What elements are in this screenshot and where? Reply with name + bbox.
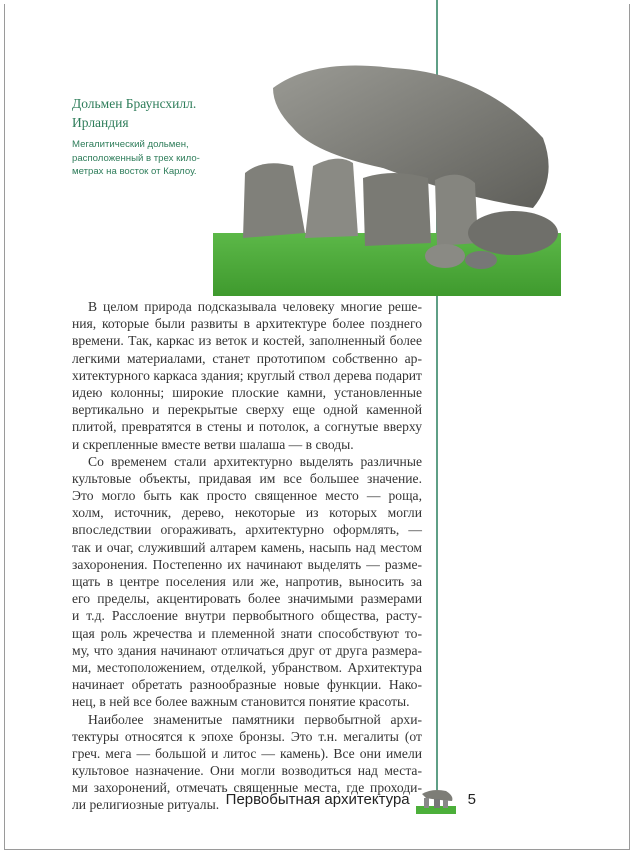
footer bbox=[226, 786, 476, 814]
body-line: его пределы, акцентировать более значимыми размерами bbox=[72, 591, 422, 607]
body-line: Со временем стали архитектурно выделять различные bbox=[88, 453, 422, 469]
body-line: плитой, превратятся в стены и потолок, а согнутые вверху bbox=[72, 419, 422, 435]
body-line: тектуры относятся к эпохе бронзы. Это т.н. мегалиты (от bbox=[72, 728, 422, 744]
caption bbox=[72, 94, 212, 179]
body-line: легкими материалами, станет прототипом собственно ар- bbox=[72, 350, 422, 366]
body-line: времени. Так, каркас из веток и костей, заполненный более bbox=[72, 333, 422, 349]
caption-line: расположенный в трех кило- bbox=[72, 152, 200, 164]
body-line: захоронения. Постепенно их начинают выделять — разме- bbox=[72, 556, 422, 572]
caption-line: метрах на восток от Карлоу. bbox=[72, 166, 197, 177]
body-line: щая роль жречества и племенной знати способствуют то- bbox=[72, 625, 422, 641]
dolmen-thumbnail bbox=[416, 786, 456, 814]
body-line: нец, в ней все более важным становится понятие красоты. bbox=[72, 694, 410, 710]
caption-title bbox=[72, 94, 212, 132]
body-line: ми захоронений, отмечать священные места, где проходи- bbox=[72, 780, 422, 796]
body-line: холм, источник, дерево, некоторые из которых могли bbox=[72, 505, 422, 521]
section-title: Первобытная архитектура bbox=[225, 791, 410, 808]
body-line: щать в центре поселения или же, напротив, выносить за bbox=[72, 574, 422, 589]
body-line: ми, местоположением, отделкой, убранством. Архитектура bbox=[72, 659, 422, 675]
body-line: культовое назначение. Они могли возводиться над места- bbox=[72, 763, 422, 779]
body-line: греч. мега — большой и литос — камень). Все они имели bbox=[72, 745, 422, 761]
body-line: Наиболее знаменитые памятники первобытной архи- bbox=[88, 711, 422, 727]
body-line: хитектурного каркаса здания; круглый ствол дерева подарит bbox=[72, 367, 422, 383]
body-line: культовые объекты, придавая им все большее значение. bbox=[72, 470, 422, 486]
body-line: вертикально и перекрытые сверху еще одной каменной bbox=[72, 402, 422, 418]
page-number: 5 bbox=[467, 791, 476, 808]
caption-title-line: Дольмен Браунсхилл. bbox=[72, 96, 197, 111]
body-line: и скрепленные вместе ветви шалаша — в своды. bbox=[72, 436, 354, 452]
body-line: ли религиозные ритуалы. bbox=[72, 797, 220, 813]
dolmen-photo bbox=[213, 48, 561, 296]
body-line: и т.д. Расслоение внутри первобытного общества, расту- bbox=[72, 608, 422, 624]
body-line: начинает обретать разнообразные новые функции. Нако- bbox=[72, 677, 422, 693]
body-line: ния, которые были развиты в архитектуре более позднего bbox=[72, 316, 422, 332]
caption-text bbox=[72, 138, 212, 179]
body-line: Это могло быть как просто священное место — роща, bbox=[72, 488, 422, 504]
caption-title-line: Ирландия bbox=[72, 115, 129, 130]
body-text bbox=[72, 298, 422, 814]
body-line: му, что здания начинают отличаться друг от друга размера- bbox=[72, 642, 422, 658]
body-line: так и очаг, служивший алтарем камень, насыпь над местом bbox=[72, 539, 422, 555]
body-line: впоследствии огораживать, архитектурно оформлять, — bbox=[72, 522, 422, 538]
body-line: идею колонны; широкие плоские камни, установленные bbox=[72, 384, 422, 400]
body-line: В целом природа подсказывала человеку многие реше- bbox=[88, 299, 422, 314]
caption-line: Мегалитический дольмен, bbox=[72, 139, 189, 150]
